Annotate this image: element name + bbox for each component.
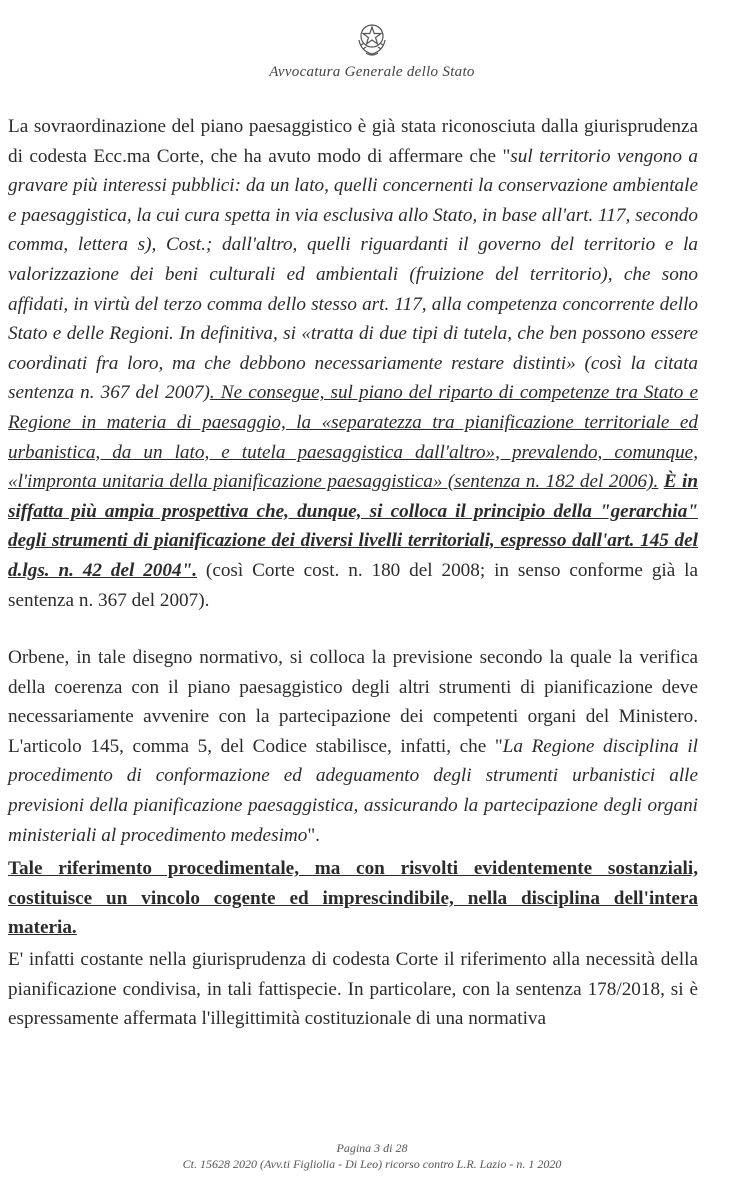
- page-number: Pagina 3 di 28: [336, 1141, 408, 1155]
- p2-text-b: ".: [307, 824, 320, 846]
- institution-name: Avvocatura Generale dello Stato: [269, 64, 475, 80]
- p1-quote-underlined: . Ne consegue, sul piano del riparto di competenze tra Stato e Regione in materia di paesaggio, la «separatezza tra pianificazione territoriale ed urbanistica, da un lato, e tutela paesaggistica dall'altro», prevalendo, comunque, «l'impronta unitaria della pianificazione paesaggistica» (sentenza n. 182 del 2006).: [8, 382, 698, 493]
- letterhead: [0, 18, 744, 81]
- paragraph-2: [8, 643, 698, 850]
- document-body: [8, 112, 698, 1034]
- paragraph-4: E' infatti costante nella giurisprudenza di codesta Corte il riferimento alla necessità della pianificazione condivisa, in tali fattispecie. In particolare, con la sentenza 178/2018, si è espressamente affermata l'illegittimità costituzionale di una normativa: [8, 949, 698, 1030]
- p1-citation: (così Corte cost. n. 180 del 2008; in senso conforme già la sentenza n. 367 del 2007).: [8, 559, 698, 611]
- p1-quote-bold: È in siffatta più ampia prospettiva che, dunque, si colloca il principio della "gerarchia" degli strumenti di pianificazione dei diversi livelli territoriali, espresso dall'art. 145 del d.lgs. n. 42 del 2004".: [8, 471, 699, 581]
- p2-text-a: Orbene, in tale disegno normativo, si colloca la previsione secondo la quale la verifica della coerenza con il piano paesaggistico degli altri strumenti di pianificazione deve necessariamente avvenire con la partecipazione dei competenti organi del Ministero. L'articolo 145, comma 5, del Codice stabilisce, infatti, che ": [8, 647, 698, 757]
- italian-republic-emblem-icon: [352, 18, 392, 58]
- p1-quote-italic: sul territorio vengono a gravare più interessi pubblici: da un lato, quelli concernenti la conservazione ambientale e paesaggistica, la cui cura spetta in via esclusiva allo Stato, in base all'art. 117, secondo comma, lettera s), Cost.; dall'altro, quelli riguardanti il governo del territorio e la valorizzazione dei beni culturali ed ambientali (fruizione del territorio), che sono affidati, in virtù del terzo comma dello stesso art. 117, alla competenza concorrente dello Stato e delle Regioni. In definitiva, si «tratta di due tipi di tutela, che ben possono essere coordinati fra loro, ma che debbono necessariamente restare distinti» (così la citata sentenza n. 367 del 2007): [8, 145, 699, 404]
- p1-text-a: La sovraordinazione del piano paesaggistico è già stata riconosciuta dalla giurisprudenza di codesta Ecc.ma Corte, che ha avuto modo di affermare che ": [8, 116, 698, 167]
- p2-quote-italic: La Regione disciplina il procedimento di conformazione ed adeguamento degli strumenti urbanistici alle previsioni della pianificazione paesaggistica, assicurando la partecipazione degli organi ministeriali al procedimento medesimo: [8, 735, 698, 846]
- case-reference: Ct. 15628 2020 (Avv.ti Figliolia - Di Leo) ricorso contro L.R. Lazio - n. 1 2020: [182, 1157, 562, 1171]
- paragraph-3-emphasis: Tale riferimento procedimentale, ma con risvolti evidentemente sostanziali, costituisce un vincolo cogente ed imprescindibile, nella disciplina dell'intera materia.: [8, 858, 698, 939]
- paragraph-1: [8, 112, 698, 615]
- page-footer: [0, 1140, 744, 1172]
